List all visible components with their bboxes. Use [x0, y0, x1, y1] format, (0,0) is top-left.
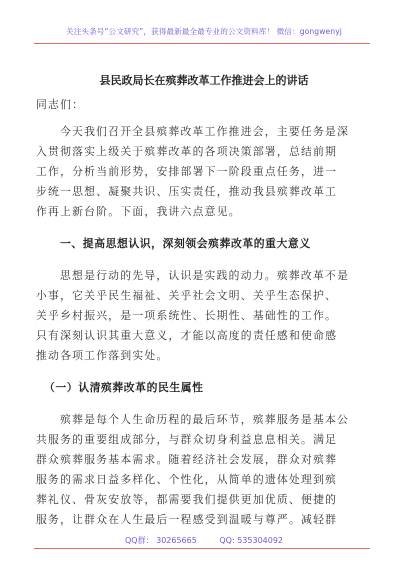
subsection-line: 服务，让群众在人生最后一程感受到温暖与尊严。减轻群 [36, 513, 338, 526]
intro-line: 工作，分析当前形势，安排部署下一阶段重点任务，进一 [36, 165, 338, 178]
header-banner: 关注头条号“公文研究”，获得最新最全最专业的公文资料库！ 微信：gongwenyj [66, 27, 342, 36]
intro-line: 今天我们召开全县殡葬改革工作推进会，主要任务是深 [60, 125, 350, 138]
subsection-heading: （一）认清殡葬改革的民生属性 [44, 381, 204, 394]
footer-contact [0, 535, 408, 546]
section-line: 思想是行动的先导，认识是实践的动力。殡葬改革不是 [60, 269, 350, 282]
intro-line: 步统一思想、凝聚共识、压实责任，推动我县殡葬改革工 [36, 185, 338, 198]
footer-divider [34, 548, 370, 549]
intro-line: 入贯彻落实上级关于殡葬改革的各项决策部署，总结前期 [36, 145, 338, 158]
section-line: 只有深刻认识其重大意义，才能以高度的责任感和使命感 [36, 329, 338, 342]
subsection-line: 群众殡葬服务基本需求。随着经济社会发展，群众对殡葬 [36, 453, 338, 466]
section-line: 关乎乡村振兴，是一项系统性、长期性、基础性的工作。 [36, 309, 338, 322]
section-line: 推动各项工作落到实处。 [36, 349, 169, 362]
subsection-line: 殡葬是每个人生命历程的最后环节，殡葬服务是基本公 [60, 413, 350, 426]
qq-number: QQ: 535304092 [219, 536, 284, 545]
document-title: 县民政局长在殡葬改革工作推进会上的讲话 [99, 74, 309, 87]
subsection-line: 葬礼仪、骨灰安放等，都需要我们提供更加优质、便捷的 [36, 493, 338, 506]
subsection-line: 服务的需求日益多样化、个性化，从简单的遗体处理到殡 [36, 473, 338, 486]
qq-group-number: QQ群： 30265665 [124, 536, 197, 545]
salutation: 同志们： [36, 98, 85, 111]
subsection-line: 共服务的重要组成部分，与群众切身利益息息相关。满足 [36, 433, 338, 446]
section-line: 小事，它关乎民生福祉、关乎社会文明、关乎生态保护、 [36, 289, 338, 302]
intro-line: 作再上新台阶。下面，我讲六点意见。 [36, 205, 241, 218]
header-divider [34, 43, 370, 44]
section-heading: 一、提高思想认识，深刻领会殡葬改革的重大意义 [60, 237, 311, 250]
